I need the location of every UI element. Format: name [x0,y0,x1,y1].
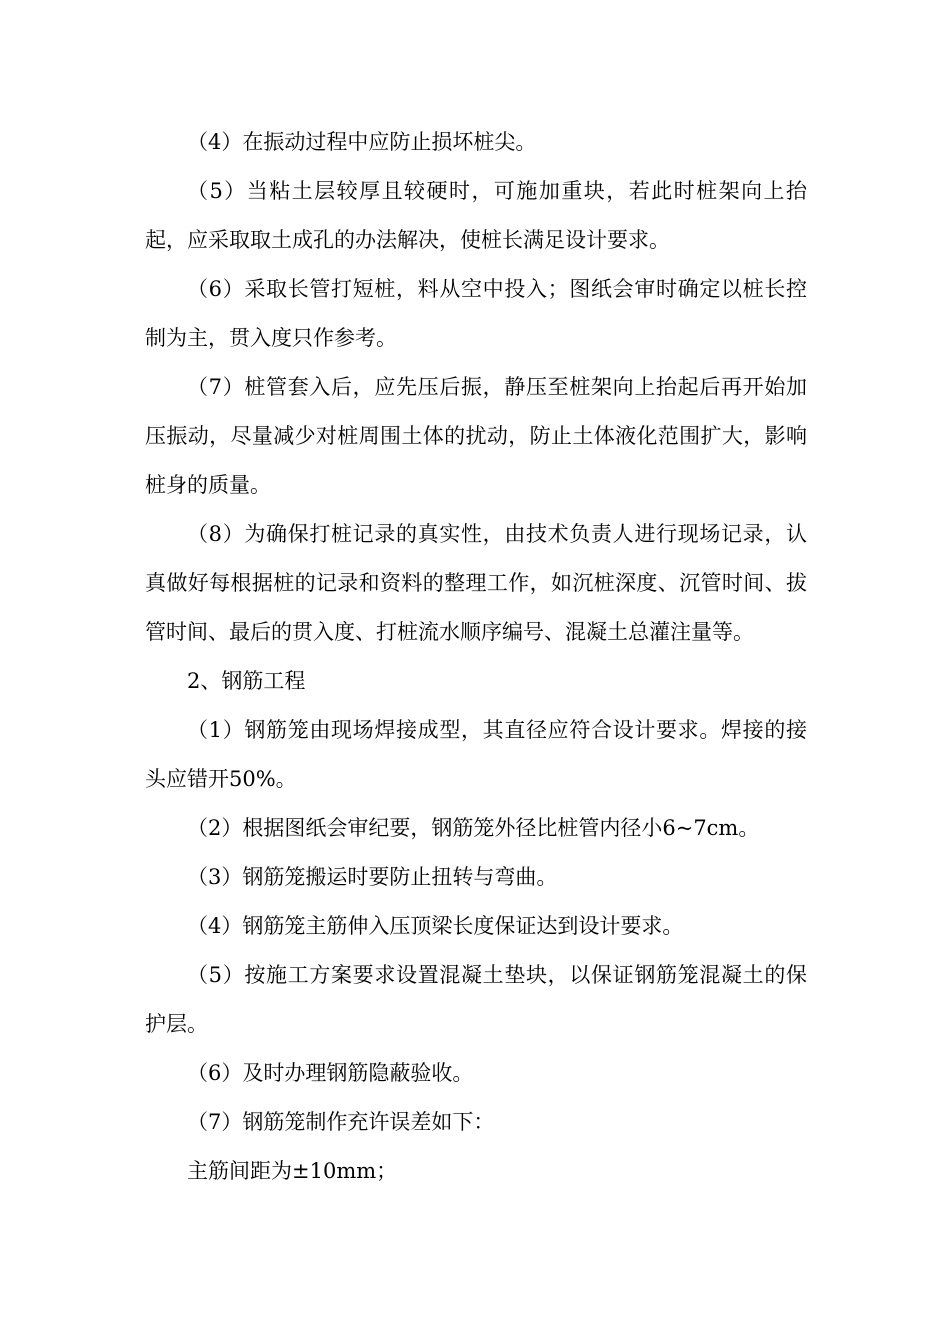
section-heading: 2、钢筋工程 [187,669,306,693]
paragraph-item-7: （7）桩管套入后，应先压后振，静压至桩架向上抬起后再开始加压振动，尽量减少对桩周围土体的扰动，防止土体液化范围扩大，影响桩身的质量。 [145,375,807,497]
paragraph-item-8: （8）为确保打桩记录的真实性，由技术负责人进行现场记录，认真做好每根据桩的记录和资料的整理工作，如沉桩深度、沉管时间、拔管时间、最后的贯入度、打桩流水顺序编号、混凝土总灌注量等。 [145,522,807,644]
document-body [145,118,807,1196]
tolerance-item: 主筋间距为±10mm； [187,1159,398,1183]
rebar-item-7: （7）钢筋笼制作充许误差如下： [187,1110,495,1134]
paragraph-item-4: （4）在振动过程中应防止损坏桩尖。 [187,130,537,154]
rebar-item-2: （2）根据图纸会审纪要，钢筋笼外径比桩管内径小6~7cm。 [187,816,760,840]
rebar-item-1: （1）钢筋笼由现场焊接成型，其直径应符合设计要求。焊接的接头应错开50%。 [145,718,807,791]
rebar-item-6: （6）及时办理钢筋隐蔽验收。 [187,1061,474,1085]
rebar-item-5: （5）按施工方案要求设置混凝土垫块，以保证钢筋笼混凝土的保护层。 [145,963,807,1036]
rebar-item-3: （3）钢筋笼搬运时要防止扭转与弯曲。 [187,865,558,889]
rebar-item-4: （4）钢筋笼主筋伸入压顶梁长度保证达到设计要求。 [187,914,684,938]
paragraph-item-5: （5）当粘土层较厚且较硬时，可施加重块，若此时桩架向上抬起，应采取取土成孔的办法解决，使桩长满足设计要求。 [145,179,807,252]
paragraph-item-6: （6）采取长管打短桩，料从空中投入；图纸会审时确定以桩长控制为主，贯入度只作参考。 [145,277,807,350]
